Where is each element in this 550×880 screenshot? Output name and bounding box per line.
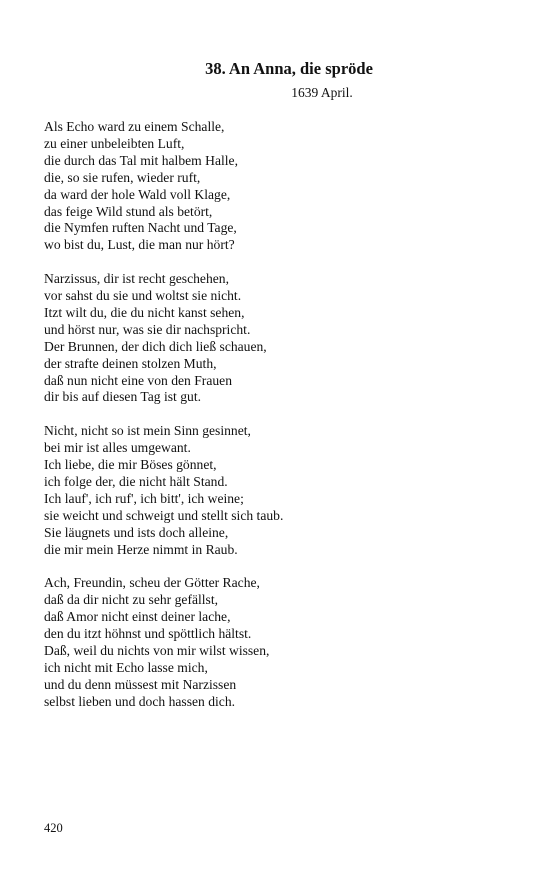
verse-line: selbst lieben und doch hassen dich. xyxy=(44,693,236,709)
verse-line: die Nymfen ruften Nacht und Tage, xyxy=(44,220,237,236)
verse-line: die durch das Tal mit halbem Halle, xyxy=(44,152,238,168)
verse-line: Ich liebe, die mir Böses gönnet, xyxy=(44,457,217,473)
verse-line: Als Echo ward zu einem Schalle, xyxy=(44,119,225,134)
poem-title: 38. An Anna, die spröde xyxy=(205,59,373,78)
verse-line: und du denn müssest mit Narzissen xyxy=(44,676,237,692)
stanza-3 xyxy=(44,423,514,558)
verse-line: vor sahst du sie und woltst sie nicht. xyxy=(44,288,242,304)
verse-line: das feige Wild stund als betört, xyxy=(44,203,213,219)
verse-line: zu einer unbeleibten Luft, xyxy=(44,135,185,151)
verse-line: der strafte deinen stolzen Muth, xyxy=(44,355,217,371)
verse-line: dir bis auf diesen Tag ist gut. xyxy=(44,389,201,405)
verse-line: daß Amor nicht einst deiner lache, xyxy=(44,609,231,625)
verse-line: Ach, Freundin, scheu der Götter Rache, xyxy=(44,575,260,591)
verse-line: den du itzt höhnst und spöttlich hältst. xyxy=(44,626,252,642)
stanza-2 xyxy=(44,271,514,406)
stanza-4 xyxy=(44,575,514,710)
verse-line: Narzissus, dir ist recht geschehen, xyxy=(44,271,229,287)
verse-line: Nicht, nicht so ist mein Sinn gesinnet, xyxy=(44,423,251,439)
verse-line: da ward der hole Wald voll Klage, xyxy=(44,186,231,202)
verse-line: Der Brunnen, der dich dich ließ schauen, xyxy=(44,338,267,354)
verse-line: wo bist du, Lust, die man nur hört? xyxy=(44,237,235,253)
verse-line: und hörst nur, was sie dir nachspricht. xyxy=(44,321,251,337)
verse-line: bei mir ist alles umgewant. xyxy=(44,440,191,456)
verse-line: Ich lauf', ich ruf', ich bitt', ich weine; xyxy=(44,490,244,506)
verse-line: die, so sie rufen, wieder ruft, xyxy=(44,169,201,185)
stanza-1 xyxy=(44,119,514,254)
verse-line: Itzt wilt du, die du nicht kanst sehen, xyxy=(44,304,245,320)
verse-line: Daß, weil du nichts von mir wilst wissen, xyxy=(44,643,270,659)
page-number: 420 xyxy=(44,821,63,835)
poem-date: 1639 April. xyxy=(291,85,353,100)
verse-line: sie weicht und schweigt und stellt sich taub. xyxy=(44,507,284,523)
verse-line: daß nun nicht eine von den Frauen xyxy=(44,372,232,388)
verse-line: daß da dir nicht zu sehr gefällst, xyxy=(44,592,219,608)
verse-line: ich nicht mit Echo lasse mich, xyxy=(44,659,208,675)
verse-line: Sie läugnets und ists doch alleine, xyxy=(44,524,229,540)
verse-line: ich folge der, die nicht hält Stand. xyxy=(44,474,228,489)
verse-line: die mir mein Herze nimmt in Raub. xyxy=(44,541,238,557)
poem-body xyxy=(44,119,514,728)
